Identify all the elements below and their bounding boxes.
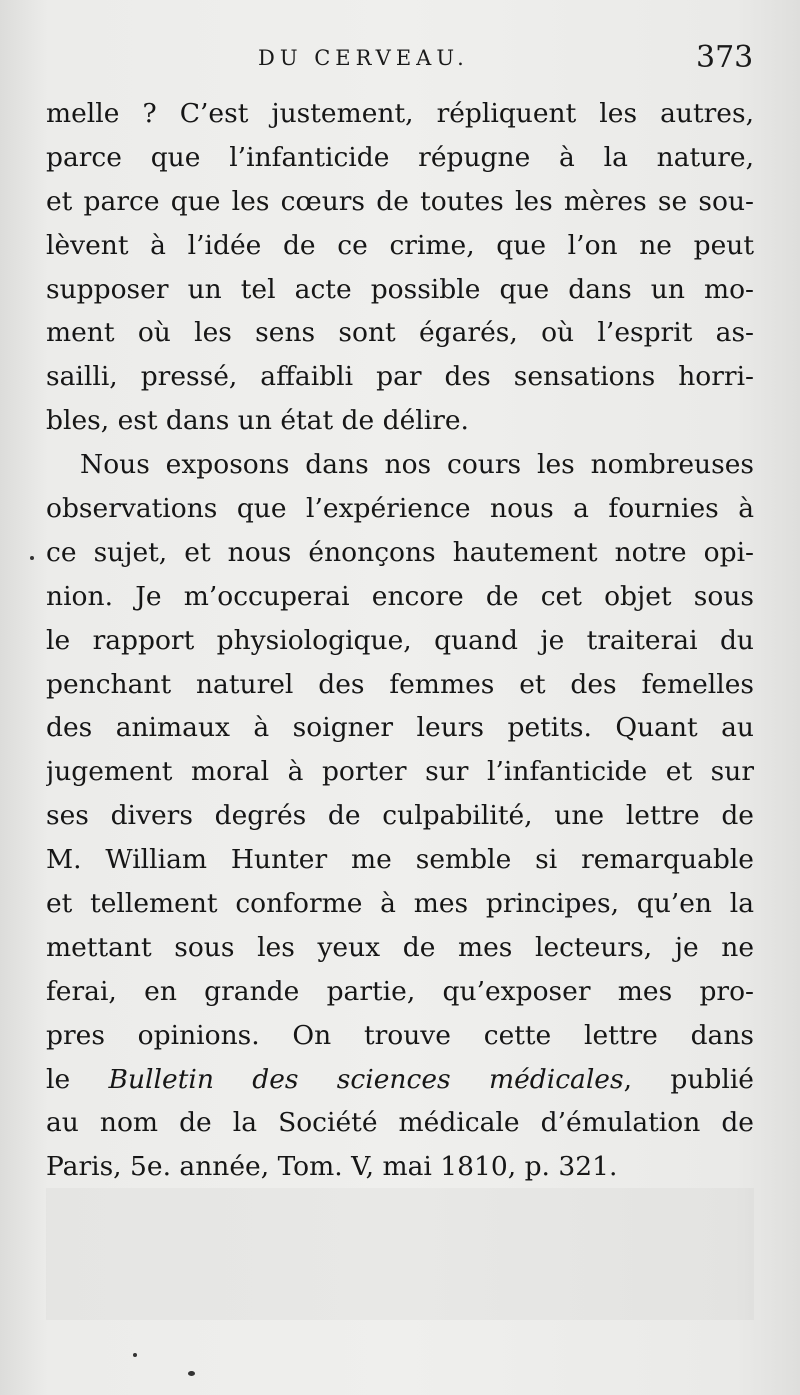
text-line: pres opinions. On trouve cette lettre dans [46,1019,754,1051]
ink-speck [30,556,34,560]
text-line: jugement moral à porter sur l’infanticide et sur [46,756,754,788]
ink-speck [133,1353,137,1357]
text-line: et parce que les cœurs de toutes les mères se sou- [46,185,754,217]
text-line: penchant naturel des femmes et des femelles [46,668,754,700]
text-line: mettant sous les yeux de mes lecteurs, je ne [46,931,754,963]
text-run: , publié [623,1063,754,1095]
bleed-through-shadow [46,1188,754,1232]
text-line: et tellement conforme à mes principes, qu’en la [46,888,754,920]
text-line: des animaux à soigner leurs petits. Quant au [46,712,754,744]
page-number: 373 [696,40,754,75]
text-line: ce sujet, et nous énonçons hautement notre opi- [46,536,754,568]
text-line: bles, est dans un état de délire. [46,405,469,437]
running-title: DU CERVEAU. [258,46,469,70]
text-line: Paris, 5e. année, Tom. V, mai 1810, p. 321. [46,1151,618,1183]
text-run: le [46,1063,109,1095]
text-line: observations que l’expérience nous a fournies à [46,493,754,525]
text-line: sailli, pressé, affaibli par des sensations horri- [46,361,754,393]
journal-title: Bulletin des sciences médicales [108,1063,624,1095]
text-line: ses divers degrés de culpabilité, une lettre de [46,800,754,832]
bleed-through-shadow [46,1276,754,1320]
text-line [46,1058,754,1102]
text-line: Nous exposons dans nos cours les nombreuses [80,449,754,481]
text-line: au nom de la Société médicale d’émulation de [46,1107,754,1139]
bleed-through-shadow [46,1232,754,1276]
body-text [46,92,754,1189]
text-line: ment où les sens sont égarés, où l’esprit as- [46,317,754,349]
text-line: nion. Je m’occuperai encore de cet objet sous [46,580,754,612]
text-line: lèvent à l’idée de ce crime, que l’on ne peut [46,229,754,261]
text-line: supposer un tel acte possible que dans un mo- [46,273,754,305]
text-line: ferai, en grande partie, qu’exposer mes pro- [46,975,754,1007]
text-line: melle ? C’est justement, répliquent les autres, [46,98,754,129]
text-line: M. William Hunter me semble si remarquable [46,844,754,876]
text-line: le rapport physiologique, quand je traiterai du [46,624,754,656]
ink-speck [188,1371,195,1376]
text-line: parce que l’infanticide répugne à la nature, [46,141,754,173]
running-head [0,38,800,88]
